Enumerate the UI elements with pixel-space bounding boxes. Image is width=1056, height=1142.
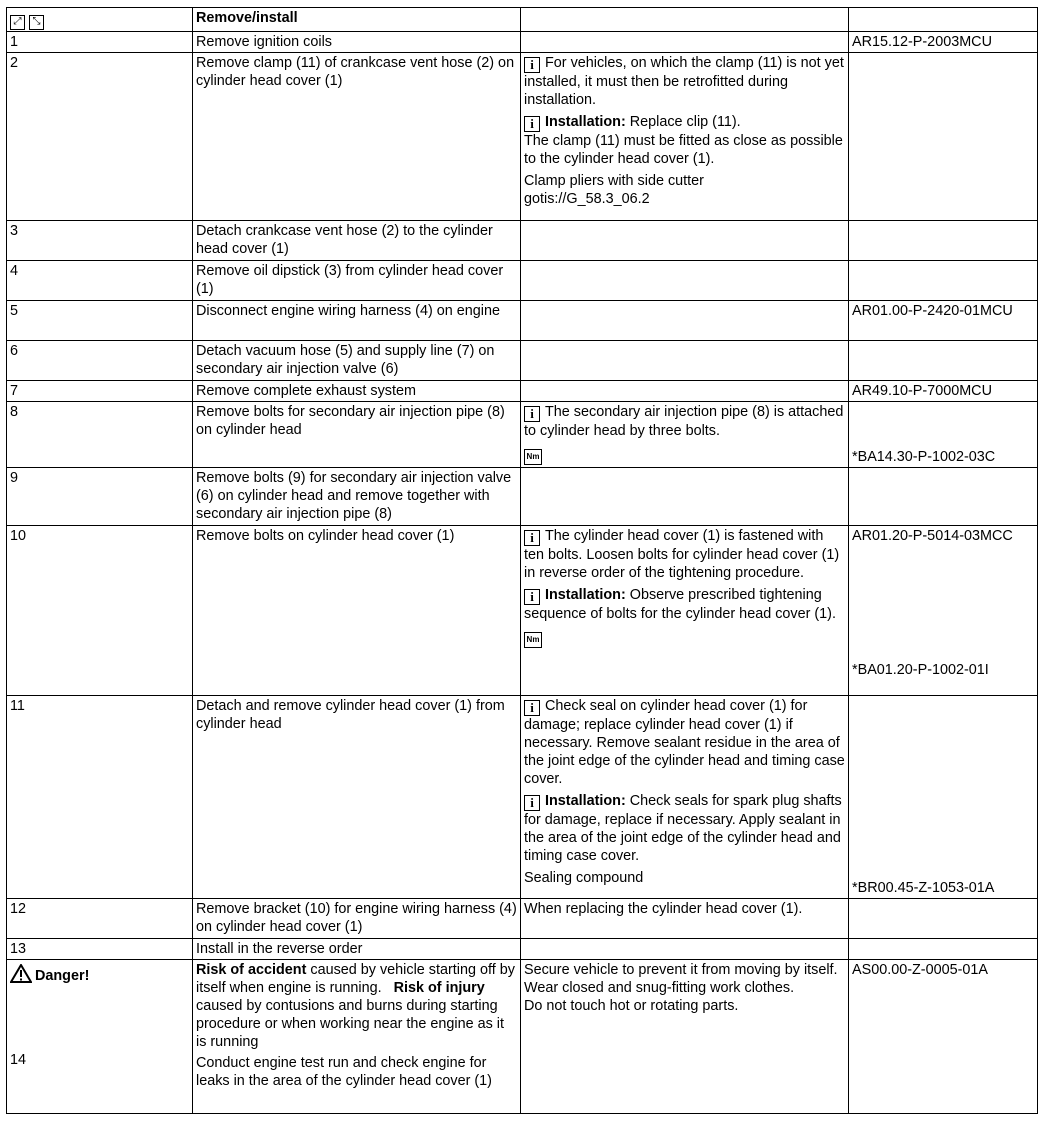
table-row [7, 696, 1038, 899]
danger-label [10, 964, 189, 985]
step-number-cell [7, 960, 193, 1114]
danger-description [196, 961, 517, 1051]
step-number: 13 [7, 939, 193, 960]
step-notes [521, 53, 849, 221]
table-row [7, 468, 1038, 526]
note-text: The secondary air injection pipe (8) is attached to cylinder head by three bolts. [524, 404, 844, 439]
collapse-icon[interactable]: ⤡ [29, 15, 44, 30]
step-text: Remove bracket (10) for engine wiring harness (4) on cylinder head cover (1) [193, 899, 521, 939]
note-text: For vehicles, on which the clamp (11) is not yet installed, it must then be retrofitted during installation. [524, 55, 844, 108]
info-icon: i [524, 700, 540, 716]
step-notes [521, 381, 849, 402]
step-notes [521, 468, 849, 526]
step-notes [521, 696, 849, 899]
step-reference-link[interactable]: AR49.10-P-7000MCU [849, 381, 1038, 402]
step-reference-link[interactable]: *BA14.30-P-1002-03C [852, 449, 996, 465]
step-reference-link [849, 939, 1038, 960]
torque-icon[interactable]: Nm [524, 632, 542, 648]
step-notes: When replacing the cylinder head cover (1). [521, 899, 849, 939]
step-notes [521, 960, 849, 1114]
step-reference-link [849, 261, 1038, 301]
step-reference-link[interactable]: AS00.00-Z-0005-01A [849, 960, 1038, 1114]
table-row [7, 960, 1038, 1114]
table-header-row [7, 8, 1038, 32]
table-row [7, 899, 1038, 939]
step-reference-link[interactable]: AR01.00-P-2420-01MCU [849, 301, 1038, 341]
table-row [7, 402, 1038, 468]
step-text: Remove ignition coils [193, 32, 521, 53]
step-notes [521, 402, 849, 468]
step-reference-cell [849, 402, 1038, 468]
material-name: Sealing compound [524, 870, 644, 886]
step-reference-link [849, 221, 1038, 261]
torque-reference-link[interactable]: *BA01.20-P-1002-01I [852, 662, 989, 678]
step-text: Remove clamp (11) of crankcase vent hose (2) on cylinder head cover (1) [193, 53, 521, 221]
note-text: The clamp (11) must be fitted as close as possible to the cylinder head cover (1). [524, 133, 843, 167]
table-row [7, 939, 1038, 960]
step-notes [521, 261, 849, 301]
step-number: 2 [7, 53, 193, 221]
expand-icon[interactable]: ⤢ [10, 15, 25, 30]
risk-text: caused by contusions and burns during starting procedure or when working near the engine as it is running [196, 998, 504, 1050]
step-notes [521, 341, 849, 381]
step-number: 4 [7, 261, 193, 301]
torque-row [524, 627, 845, 648]
header-ref-cell [849, 8, 1038, 32]
note-paragraph [524, 54, 845, 109]
step-reference-cell [849, 696, 1038, 899]
table-row [7, 341, 1038, 381]
step-reference-cell [849, 526, 1038, 696]
note-text: Check seals for spark plug shafts for damage, replace if necessary. Apply sealant in the area of the joint edge of the cylinder head and timing case cover. [524, 793, 842, 864]
step-reference-link[interactable]: AR01.20-P-5014-03MCC [852, 528, 1013, 544]
reference-stack [852, 527, 1034, 678]
step-text: Detach crankcase vent hose (2) to the cylinder head cover (1) [193, 221, 521, 261]
step-text: Remove oil dipstick (3) from cylinder head cover (1) [193, 261, 521, 301]
step-text: Detach vacuum hose (5) and supply line (7) on secondary air injection valve (6) [193, 341, 521, 381]
procedure-table [6, 7, 1038, 1114]
note-paragraph [524, 869, 845, 887]
installation-label: Installation: [545, 793, 626, 809]
step-reference-link [849, 468, 1038, 526]
step-number: 8 [7, 402, 193, 468]
step-text-cell [193, 960, 521, 1114]
note-paragraph [524, 527, 845, 582]
table-row [7, 381, 1038, 402]
risk-label: Risk of accident [196, 962, 307, 978]
info-icon: i [524, 116, 540, 132]
note-paragraph [524, 792, 845, 865]
step-text: Remove complete exhaust system [193, 381, 521, 402]
step-reference-link[interactable]: *BR00.45-Z-1053-01A [852, 880, 995, 896]
step-text: Remove bolts for secondary air injection pipe (8) on cylinder head [193, 402, 521, 468]
step-number: 9 [7, 468, 193, 526]
step-text: Remove bolts (9) for secondary air injection valve (6) on cylinder head and remove together with secondary air injection pipe (8) [193, 468, 521, 526]
table-row [7, 261, 1038, 301]
danger-text: Danger! [35, 968, 90, 984]
step-text: Conduct engine test run and check engine for leaks in the area of the cylinder head cover (1) [196, 1055, 492, 1089]
table-row [7, 221, 1038, 261]
info-icon: i [524, 57, 540, 73]
step-notes [521, 301, 849, 341]
step-number: 5 [7, 301, 193, 341]
note-text: Check seal on cylinder head cover (1) for damage; replace cylinder head cover (1) if necessary. Remove sealant residue in the area of the joint edge of the cylinder head and timing case cover. [524, 698, 845, 787]
note-text: Wear closed and snug-fitting work clothes. [524, 980, 795, 996]
step-text: Disconnect engine wiring harness (4) on engine [193, 301, 521, 341]
step-notes [521, 939, 849, 960]
step-reference-link [849, 53, 1038, 221]
step-text: Remove bolts on cylinder head cover (1) [193, 526, 521, 696]
table-row [7, 526, 1038, 696]
note-text: Do not touch hot or rotating parts. [524, 998, 739, 1014]
step-number: 12 [7, 899, 193, 939]
installation-label: Installation: [545, 587, 626, 603]
header-icon-cell [7, 8, 193, 32]
step-number: 11 [7, 696, 193, 899]
tool-name: Clamp pliers with side cutter [524, 173, 704, 189]
step-text: Detach and remove cylinder head cover (1) from cylinder head [193, 696, 521, 899]
header-notes-cell [521, 8, 849, 32]
step-notes [521, 32, 849, 53]
step-reference-link[interactable]: AR15.12-P-2003MCU [849, 32, 1038, 53]
step-reference-link [849, 341, 1038, 381]
step-text: Install in the reverse order [193, 939, 521, 960]
note-paragraph [524, 113, 845, 168]
note-paragraph [524, 697, 845, 788]
step-number: 3 [7, 221, 193, 261]
step-number: 1 [7, 32, 193, 53]
torque-row [524, 444, 845, 465]
table-row [7, 301, 1038, 341]
info-icon: i [524, 795, 540, 811]
risk-text: caused by vehicle starting off by itself when engine is running. [196, 962, 515, 996]
installation-label: Installation: [545, 114, 626, 130]
step-reference-link [849, 899, 1038, 939]
note-text: The cylinder head cover (1) is fastened with ten bolts. Loosen bolts for cylinder head cover (1) in reverse order of the tightening procedure. [524, 528, 840, 581]
table-row [7, 53, 1038, 221]
note-paragraph [524, 586, 845, 623]
step-number: 6 [7, 341, 193, 381]
table-row [7, 32, 1038, 53]
info-icon: i [524, 406, 540, 422]
step-number: 14 [10, 1052, 27, 1068]
tool-link[interactable]: gotis://G_58.3_06.2 [524, 191, 650, 207]
note-paragraph [524, 172, 845, 208]
step-notes [521, 526, 849, 696]
info-icon: i [524, 530, 540, 546]
note-text: Replace clip (11). [629, 114, 741, 130]
note-paragraph [524, 403, 845, 440]
step-notes [521, 221, 849, 261]
risk-label: Risk of injury [393, 980, 485, 996]
note-text: Observe prescribed tightening sequence of bolts for the cylinder head cover (1). [524, 587, 836, 622]
step-number: 10 [7, 526, 193, 696]
warning-triangle-icon [10, 964, 32, 983]
note-text: Secure vehicle to prevent it from moving by itself. [524, 962, 838, 978]
step-number: 7 [7, 381, 193, 402]
header-title: Remove/install [193, 8, 521, 32]
info-icon: i [524, 589, 540, 605]
torque-icon[interactable]: Nm [524, 449, 542, 465]
